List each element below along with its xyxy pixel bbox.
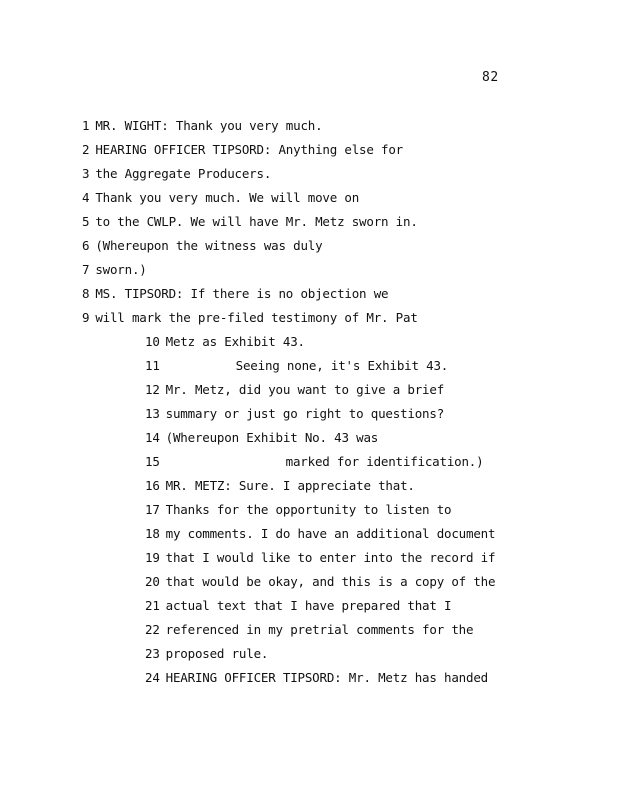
line-number: 9 [82,310,90,325]
transcript-line [145,574,495,589]
line-text: the Aggregate Producers. [95,166,272,181]
transcript-line [145,646,268,661]
line-number: 10 [145,334,160,349]
line-number: 17 [145,502,160,517]
line-number: 2 [82,142,90,157]
line-text: Seeing none, it's Exhibit 43. [235,358,449,373]
transcript-line [145,622,473,637]
line-text: MR. METZ: Sure. I appreciate that. [165,478,415,493]
transcript-line [145,358,448,373]
line-text: to the CWLP. We will have Mr. Metz sworn in. [95,214,418,229]
line-number: 11 [145,358,160,373]
transcript-line [145,598,451,613]
transcript-line [145,670,488,685]
transcript-line [145,502,451,517]
line-text: MR. WIGHT: Thank you very much. [95,118,323,133]
line-text: (Whereupon the witness was duly [95,238,323,253]
line-number: 8 [82,286,90,301]
line-number: 18 [145,526,160,541]
transcript-line [145,334,305,349]
line-text: Mr. Metz, did you want to give a brief [165,382,445,397]
line-number: 19 [145,550,160,565]
line-number: 6 [82,238,90,253]
line-text: summary or just go right to questions? [165,406,445,421]
line-number: 13 [145,406,160,421]
transcript-line [82,262,147,277]
line-number: 14 [145,430,160,445]
line-number: 16 [145,478,160,493]
transcript-line [82,310,418,325]
transcript-line [82,190,359,205]
transcript-line [145,430,378,445]
line-text: Metz as Exhibit 43. [165,334,305,349]
transcript-line [145,550,495,565]
line-number: 15 [145,454,160,469]
transcript-line [82,166,271,181]
transcript-line [145,454,483,469]
line-number: 3 [82,166,90,181]
line-number: 22 [145,622,160,637]
page-number: 82 [482,70,499,85]
line-text: marked for identification.) [285,454,484,469]
line-number: 4 [82,190,90,205]
line-text: that would be okay, and this is a copy of the [165,574,496,589]
line-text: actual text that I have prepared that I [165,598,452,613]
transcript-line [82,118,322,133]
transcript-line [145,382,444,397]
line-number: 1 [82,118,90,133]
transcript-line [145,478,415,493]
line-text: Thank you very much. We will move on [95,190,360,205]
line-number: 24 [145,670,160,685]
line-text: will mark the pre-filed testimony of Mr. Pat [95,310,418,325]
line-text: my comments. I do have an additional document [165,526,496,541]
line-text: sworn.) [95,262,147,277]
transcript-line [82,238,322,253]
line-number: 21 [145,598,160,613]
line-number: 20 [145,574,160,589]
transcript-line [145,406,444,421]
transcript-line [82,286,388,301]
line-text: Thanks for the opportunity to listen to [165,502,452,517]
line-text: HEARING OFFICER TIPSORD: Anything else for [95,142,404,157]
line-text: that I would like to enter into the record if [165,550,496,565]
transcript-line [82,214,418,229]
line-number: 7 [82,262,90,277]
line-text: HEARING OFFICER TIPSORD: Mr. Metz has handed [165,670,488,685]
line-number: 23 [145,646,160,661]
transcript-line [145,526,495,541]
line-text: (Whereupon Exhibit No. 43 was [165,430,379,445]
line-number: 5 [82,214,90,229]
line-text: proposed rule. [165,646,269,661]
line-text: referenced in my pretrial comments for the [165,622,474,637]
transcript-line [82,142,403,157]
line-number: 12 [145,382,160,397]
line-text: MS. TIPSORD: If there is no objection we [95,286,389,301]
